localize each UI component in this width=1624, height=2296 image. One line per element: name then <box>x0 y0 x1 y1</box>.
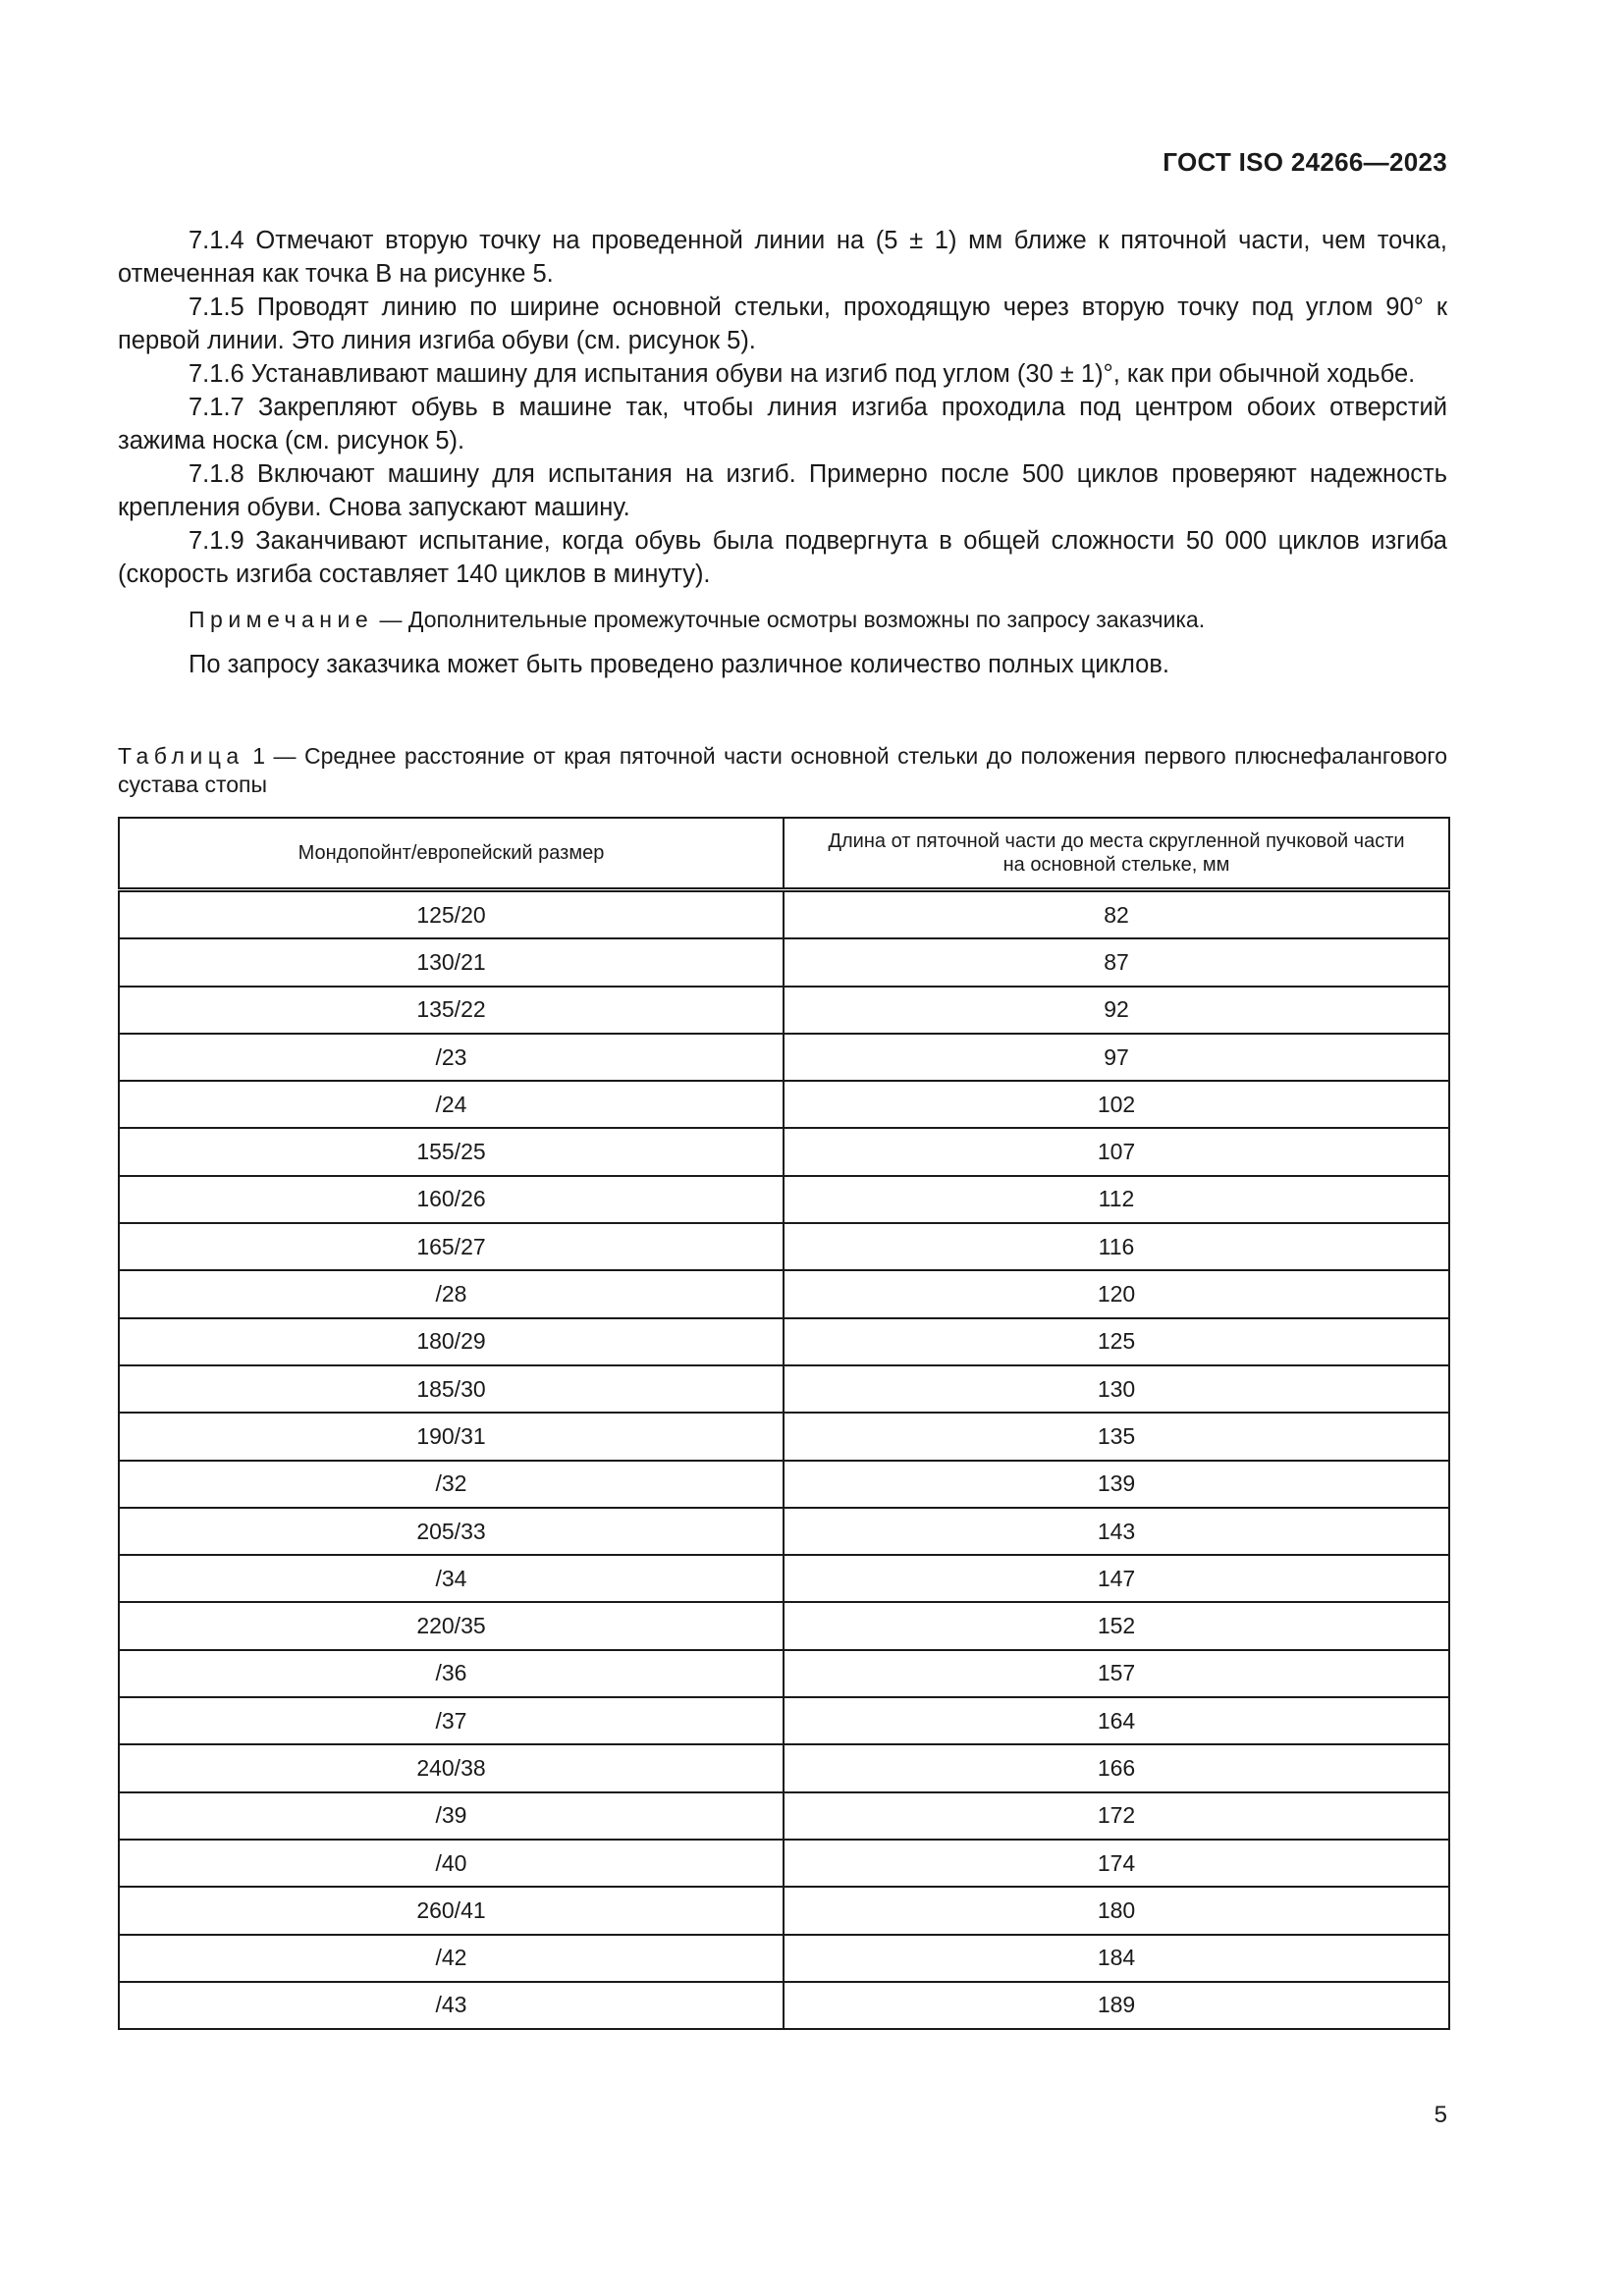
size-cell: /24 <box>119 1081 784 1128</box>
column-header-size: Мондопойнт/европейский размер <box>119 818 784 890</box>
length-cell: 147 <box>784 1555 1449 1602</box>
table-row <box>119 1128 1449 1175</box>
table-row <box>119 1982 1449 2029</box>
size-cell: /37 <box>119 1697 784 1744</box>
length-cell: 143 <box>784 1508 1449 1555</box>
length-cell: 130 <box>784 1365 1449 1413</box>
size-cell: /34 <box>119 1555 784 1602</box>
table-row <box>119 938 1449 986</box>
length-cell: 172 <box>784 1792 1449 1840</box>
table-caption-text: 1 — Среднее расстояние от края пяточной части основной стельки до положения первого плюснефалангового сустава стопы <box>118 743 1447 797</box>
table-body <box>119 890 1449 2030</box>
note <box>118 603 1447 636</box>
paragraph-7-1-8: 7.1.8 Включают машину для испытания на изгиб. Примерно после 500 циклов проверяют надежность крепления обуви. Снова запускают машину. <box>118 460 1447 521</box>
length-cell: 157 <box>784 1650 1449 1697</box>
note-text: — Дополнительные промежуточные осмотры возможны по запросу заказчика. <box>373 607 1206 632</box>
size-cell: 240/38 <box>119 1744 784 1791</box>
length-cell: 82 <box>784 890 1449 939</box>
size-cell: 160/26 <box>119 1176 784 1223</box>
length-cell: 184 <box>784 1935 1449 1982</box>
table-row <box>119 890 1449 939</box>
note-label: Примечание <box>189 607 374 632</box>
page-number: 5 <box>1434 2102 1447 2128</box>
table-row <box>119 1602 1449 1649</box>
size-cell: /28 <box>119 1270 784 1317</box>
size-cell: /36 <box>119 1650 784 1697</box>
size-cell: /42 <box>119 1935 784 1982</box>
length-cell: 135 <box>784 1413 1449 1460</box>
size-cell: 190/31 <box>119 1413 784 1460</box>
size-cell: 165/27 <box>119 1223 784 1270</box>
table-header-row <box>119 818 1449 890</box>
length-cell: 92 <box>784 987 1449 1034</box>
sizes-table <box>118 817 1450 2030</box>
size-cell: /43 <box>119 1982 784 2029</box>
table-caption <box>118 742 1447 799</box>
table-row <box>119 1792 1449 1840</box>
size-cell: /39 <box>119 1792 784 1840</box>
paragraph-7-1-7: 7.1.7 Закрепляют обувь в машине так, чтобы линия изгиба проходила под центром обоих отверстий зажима носка (см. рисунок 5). <box>118 394 1447 454</box>
table-row <box>119 1365 1449 1413</box>
length-cell: 125 <box>784 1318 1449 1365</box>
table-row <box>119 1081 1449 1128</box>
size-cell: /23 <box>119 1034 784 1081</box>
body-text <box>118 224 1447 681</box>
table-row <box>119 1034 1449 1081</box>
paragraph-7-1-4: 7.1.4 Отмечают вторую точку на проведенной линии на (5 ± 1) мм ближе к пяточной части, чем точка, отмеченная как точка В на рисунке 5. <box>118 227 1447 288</box>
length-cell: 102 <box>784 1081 1449 1128</box>
table-row <box>119 987 1449 1034</box>
table-row <box>119 1223 1449 1270</box>
size-cell: 260/41 <box>119 1887 784 1934</box>
length-cell: 164 <box>784 1697 1449 1744</box>
table-row <box>119 1887 1449 1934</box>
table-row <box>119 1413 1449 1460</box>
paragraph-7-1-9: 7.1.9 Заканчивают испытание, когда обувь была подвергнута в общей сложности 50 000 циклов изгиба (скорость изгиба составляет 140 циклов в минуту). <box>118 527 1447 588</box>
length-cell: 166 <box>784 1744 1449 1791</box>
requirement-text: По запросу заказчика может быть проведено различное количество полных циклов. <box>189 651 1169 678</box>
document-code: ГОСТ ISO 24266—2023 <box>1163 147 1447 177</box>
size-cell: 130/21 <box>119 938 784 986</box>
length-cell: 174 <box>784 1840 1449 1887</box>
table-row <box>119 1697 1449 1744</box>
length-cell: 180 <box>784 1887 1449 1934</box>
table-row <box>119 1176 1449 1223</box>
table-row <box>119 1270 1449 1317</box>
table-row <box>119 1840 1449 1887</box>
length-cell: 116 <box>784 1223 1449 1270</box>
length-cell: 120 <box>784 1270 1449 1317</box>
table-row <box>119 1555 1449 1602</box>
size-cell: 205/33 <box>119 1508 784 1555</box>
size-cell: 125/20 <box>119 890 784 939</box>
length-cell: 97 <box>784 1034 1449 1081</box>
size-cell: /40 <box>119 1840 784 1887</box>
length-cell: 189 <box>784 1982 1449 2029</box>
table-row <box>119 1744 1449 1791</box>
table-row <box>119 1508 1449 1555</box>
size-cell: 185/30 <box>119 1365 784 1413</box>
table-row <box>119 1935 1449 1982</box>
column-header-length: Длина от пяточной части до места скругленной пучковой части на основной стельке, мм <box>784 818 1449 890</box>
length-cell: 139 <box>784 1461 1449 1508</box>
table-row <box>119 1461 1449 1508</box>
length-cell: 107 <box>784 1128 1449 1175</box>
paragraph-7-1-5: 7.1.5 Проводят линию по ширине основной стельки, проходящую через вторую точку под углом 90° к первой линии. Это линия изгиба обуви (см. рисунок 5). <box>118 294 1447 354</box>
table-caption-label: Таблица <box>118 743 244 769</box>
size-cell: 155/25 <box>119 1128 784 1175</box>
size-cell: 220/35 <box>119 1602 784 1649</box>
size-cell: /32 <box>119 1461 784 1508</box>
size-cell: 180/29 <box>119 1318 784 1365</box>
length-cell: 152 <box>784 1602 1449 1649</box>
paragraph-7-1-6: 7.1.6 Устанавливают машину для испытания обуви на изгиб под углом (30 ± 1)°, как при обычной ходьбе. <box>189 360 1416 388</box>
table-row <box>119 1650 1449 1697</box>
size-cell: 135/22 <box>119 987 784 1034</box>
length-cell: 112 <box>784 1176 1449 1223</box>
length-cell: 87 <box>784 938 1449 986</box>
table-row <box>119 1318 1449 1365</box>
